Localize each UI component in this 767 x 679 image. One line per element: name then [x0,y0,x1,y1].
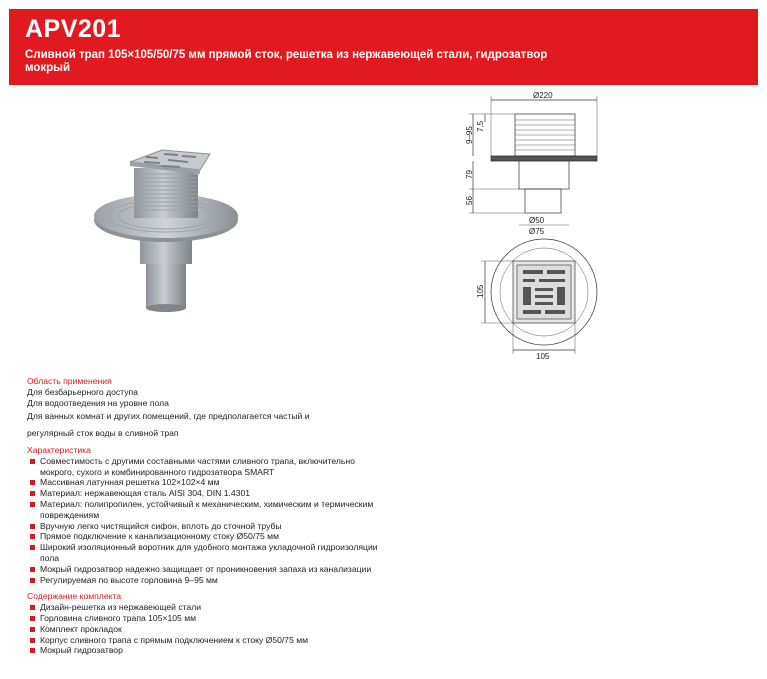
contents-list [27,602,387,656]
list-item: Мокрый гидрозатвор [27,645,387,656]
list-item: Широкий изоляционный воротник для удобного монтажа укладочной гидроизоляции пола [27,542,387,564]
list-item: Комплект прокладок [27,624,387,635]
list-item: Корпус сливного трапа с прямым подключением к стоку Ø50/75 мм [27,635,387,646]
list-item: Вручную легко чистящийся сифон, вплоть до сточной трубы [27,521,387,532]
technical-drawing [445,88,645,360]
header-banner [9,9,758,85]
dim-79: 79 [465,170,474,179]
dim-105-side: 105 [476,284,485,298]
dim-d50: Ø50 [529,216,545,225]
dim-105-bottom: 105 [536,352,550,360]
list-item: Материал: нержавеющая сталь AISI 304, DIN 1.4301 [27,488,387,499]
dim-d220: Ø220 [533,91,553,100]
dim-7-5: 7,5 [476,120,485,132]
list-item: Регулируемая по высоте горловина 9–95 мм [27,575,387,586]
usage-line: Для безбарьерного доступа [27,386,138,397]
product-description: Сливной трап 105×105/50/75 мм прямой сток, решетка из нержавеющей стали, гидрозатвор мокрый [25,49,548,74]
product-image [88,140,248,320]
usage-line: Для ванных комнат и других помещений, где предполагается частый и [27,411,310,422]
list-item: Горловина сливного трапа 105×105 мм [27,613,387,624]
usage-title: Область применения [27,376,112,386]
dim-9-95: 9–95 [465,126,474,144]
dim-d75: Ø75 [529,227,545,236]
usage-line: регулярный сток воды в сливной трап [27,428,179,439]
features-title: Характеристика [27,444,91,455]
specifications [27,376,387,656]
list-item: Мокрый гидрозатвор надежно защищает от проникновения запаха из канализации [27,564,387,575]
list-item: Дизайн-решетка из нержавеющей стали [27,602,387,613]
list-item: Массивная латунная решетка 102×102×4 мм [27,477,387,488]
product-code: APV201 [25,15,122,43]
dim-56: 56 [465,196,474,205]
list-item: Совместимость с другими составными частями сливного трапа, включительно мокрого, сухого и комбинированного гидрозатвора SMART [27,456,387,478]
usage-line: Для водоотведения на уровне пола [27,397,169,408]
list-item: Материал: полипропилен, устойчивый к механическим, химическим и термическим повреждениям [27,499,387,521]
list-item: Прямое подключение к канализационному стоку Ø50/75 мм [27,531,387,542]
features-list [27,456,387,586]
contents-title: Содержание комплекта [27,591,122,602]
